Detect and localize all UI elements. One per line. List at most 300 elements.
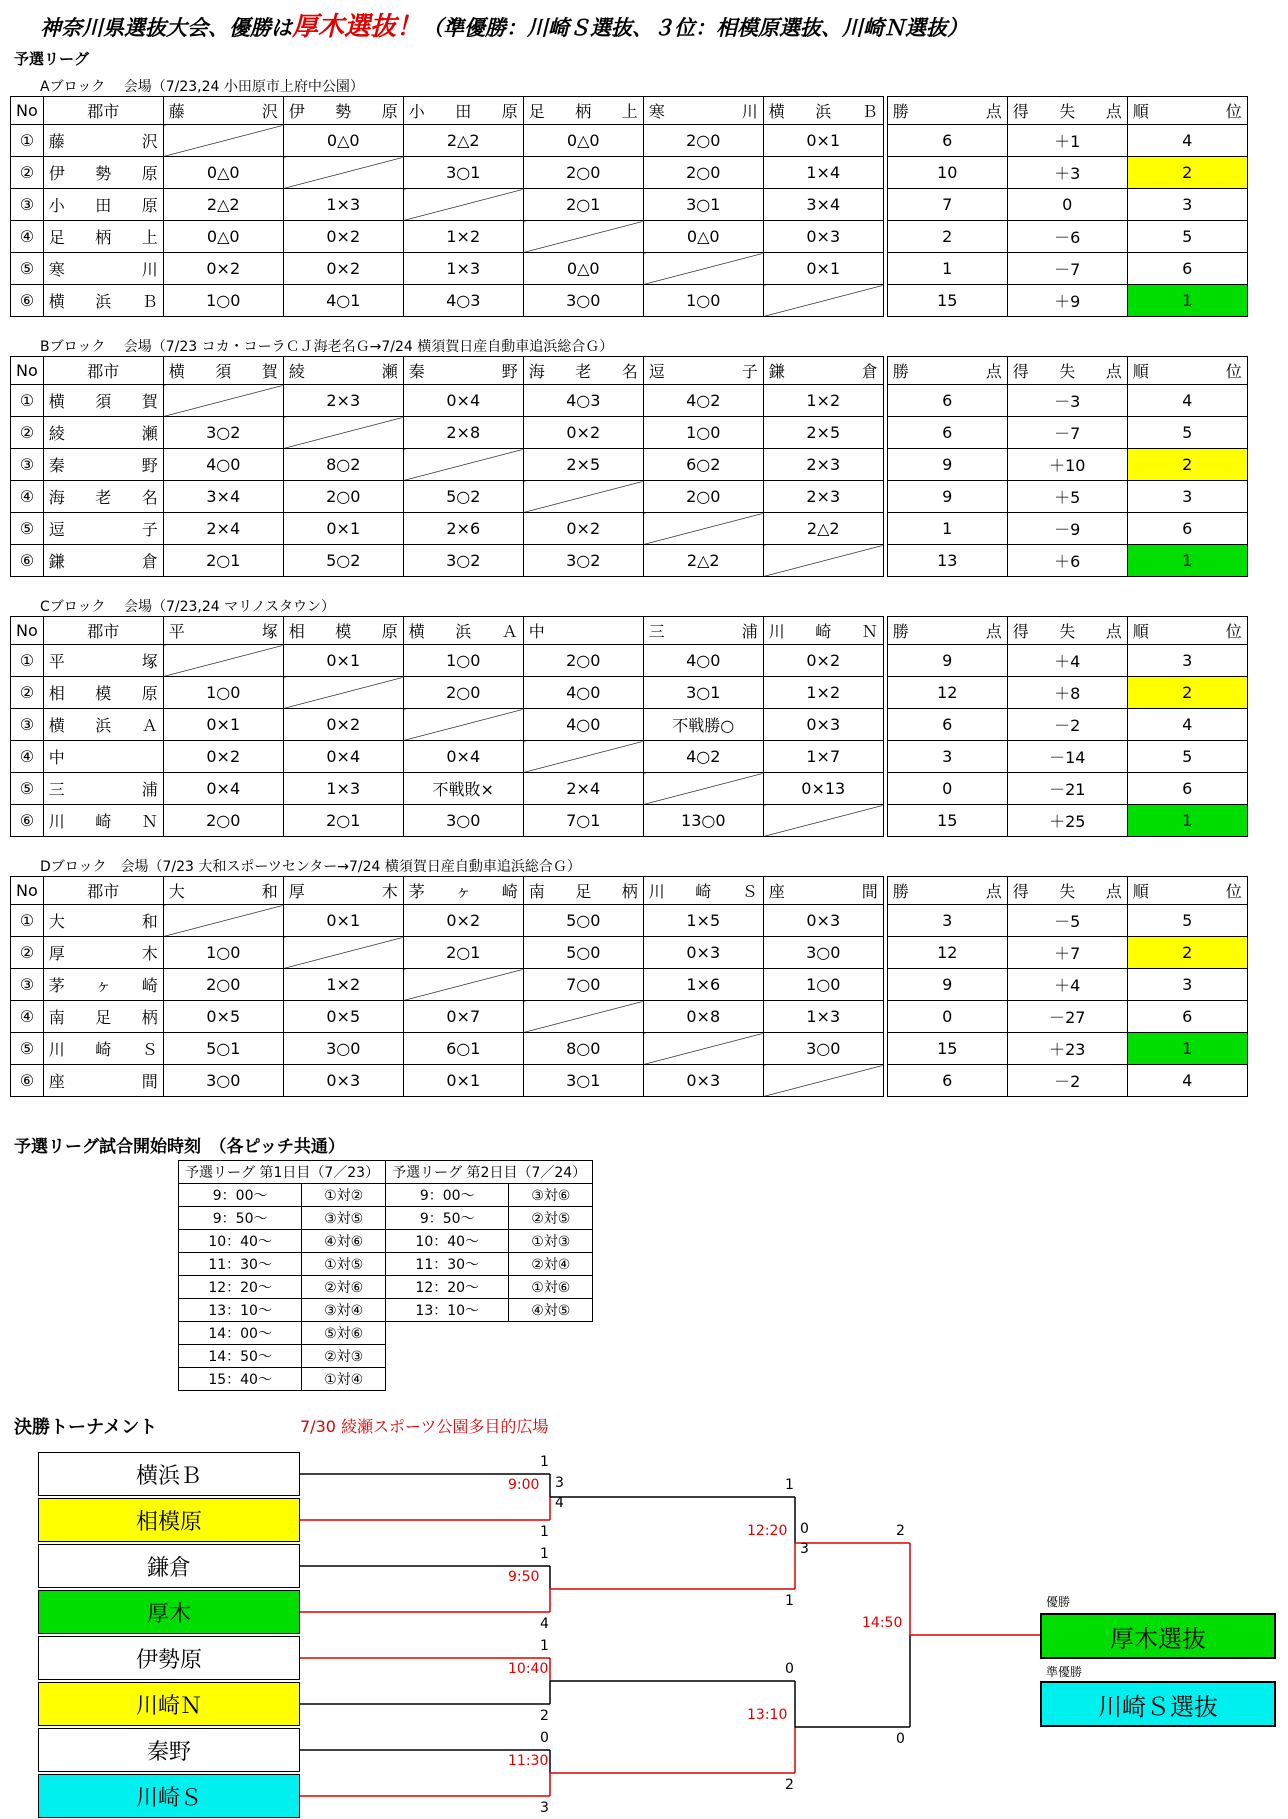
kickoff-match: ⑤対⑥ <box>302 1322 386 1345</box>
row-no: ⑤ <box>11 1033 44 1065</box>
row-team: 伊勢原 <box>43 157 163 189</box>
row-team: 南足柄 <box>43 1001 163 1033</box>
kickoff-match: ②対③ <box>302 1345 386 1368</box>
header-team: 小田原 <box>403 97 523 125</box>
result-cell: 5○1 <box>163 1033 283 1065</box>
result-cell: 2×6 <box>403 513 523 545</box>
row-team: 川崎Ｓ <box>43 1033 163 1065</box>
row-no: ① <box>11 645 44 677</box>
kickoff-match: ①対⑤ <box>302 1253 386 1276</box>
rank-cell: 2 <box>1127 937 1247 969</box>
rank-cell: 1 <box>1127 285 1247 317</box>
diff-cell: －9 <box>1007 513 1127 545</box>
kickoff-time: 13：10～ <box>386 1299 509 1322</box>
result-cell: 0×2 <box>163 253 283 285</box>
rank-cell: 1 <box>1127 805 1247 837</box>
league-title: 予選リーグ <box>14 50 90 68</box>
header-team: 鎌倉 <box>763 357 883 385</box>
result-cell: 5○0 <box>523 937 643 969</box>
score: 1 <box>785 1477 794 1493</box>
result-cell: 3○1 <box>403 157 523 189</box>
row-team: 三浦 <box>43 773 163 805</box>
result-cell: 1○0 <box>643 285 763 317</box>
result-cell: 4○3 <box>523 385 643 417</box>
result-cell: 3×4 <box>163 481 283 513</box>
rank-cell: 1 <box>1127 1033 1247 1065</box>
diff-cell: ＋6 <box>1007 545 1127 577</box>
header-team: 川崎Ｎ <box>763 617 883 645</box>
result-cell: 2×5 <box>763 417 883 449</box>
result-cell: 0×2 <box>763 645 883 677</box>
header-team: 横浜Ｂ <box>763 97 883 125</box>
result-cell: 0△0 <box>523 125 643 157</box>
result-cell: 0×5 <box>283 1001 403 1033</box>
match-time: 10:40 <box>508 1661 549 1677</box>
result-cell: 2×3 <box>763 481 883 513</box>
header-team: 綾瀬 <box>283 357 403 385</box>
header-rank: 順位 <box>1127 877 1247 905</box>
result-cell: 2○1 <box>283 805 403 837</box>
result-cell: 2△2 <box>163 189 283 221</box>
row-no: ③ <box>11 709 44 741</box>
row-no: ⑤ <box>11 253 44 285</box>
score: 3 <box>555 1475 564 1491</box>
score: 0 <box>896 1731 905 1747</box>
row-team: 鎌倉 <box>43 545 163 577</box>
result-cell: 0×1 <box>763 125 883 157</box>
kickoff-time: 9：50～ <box>386 1207 509 1230</box>
result-cell: 0×2 <box>523 513 643 545</box>
rank-cell: 6 <box>1127 1001 1247 1033</box>
result-cell: 1×2 <box>283 969 403 1001</box>
points-cell: 0 <box>887 1001 1007 1033</box>
day1-header: 予選リーグ 第1日目（7／23） <box>179 1161 386 1184</box>
result-cell: 4○0 <box>643 645 763 677</box>
score: 2 <box>896 1523 905 1539</box>
rank-cell: 5 <box>1127 905 1247 937</box>
result-cell: 1×3 <box>403 253 523 285</box>
result-cell: 3○0 <box>403 805 523 837</box>
kickoff-time: 12：20～ <box>386 1276 509 1299</box>
row-no: ④ <box>11 1001 44 1033</box>
row-team: 横浜Ｂ <box>43 285 163 317</box>
result-cell: 1○0 <box>643 417 763 449</box>
rank-cell: 4 <box>1127 125 1247 157</box>
score: 1 <box>785 1593 794 1609</box>
row-team: 厚木 <box>43 937 163 969</box>
result-cell: 2×4 <box>523 773 643 805</box>
score: 2 <box>785 1777 794 1793</box>
kickoff-match: ①対② <box>302 1184 386 1207</box>
rank-cell: 5 <box>1127 417 1247 449</box>
row-team: 大和 <box>43 905 163 937</box>
header-points: 勝点 <box>887 617 1007 645</box>
kickoff-time: 9：00～ <box>179 1184 302 1207</box>
tournament-title: 決勝トーナメント <box>14 1417 158 1438</box>
points-cell: 15 <box>887 285 1007 317</box>
diff-cell: －2 <box>1007 709 1127 741</box>
result-cell: 4○2 <box>643 741 763 773</box>
result-cell: 0△0 <box>163 157 283 189</box>
score: 3 <box>540 1800 549 1816</box>
result-cell: 5○0 <box>523 905 643 937</box>
rank-cell: 3 <box>1127 189 1247 221</box>
result-cell: 2○0 <box>643 481 763 513</box>
score: 3 <box>800 1541 809 1557</box>
rank-cell: 3 <box>1127 969 1247 1001</box>
result-cell: 3×4 <box>763 189 883 221</box>
result-cell: 2○1 <box>403 937 523 969</box>
result-cell: 2○0 <box>523 645 643 677</box>
diff-cell: ＋4 <box>1007 645 1127 677</box>
kickoff-time: 14：50～ <box>179 1345 302 1368</box>
kickoff-time: 11：30～ <box>386 1253 509 1276</box>
header-no: No <box>11 617 44 645</box>
result-cell: 5○2 <box>283 545 403 577</box>
row-team: 横須賀 <box>43 385 163 417</box>
result-cell: 8○0 <box>523 1033 643 1065</box>
result-cell: 0×3 <box>763 221 883 253</box>
result-cell: 0×2 <box>523 417 643 449</box>
result-cell: 0×4 <box>403 385 523 417</box>
match-time: 14:50 <box>862 1615 903 1631</box>
result-cell: 3○1 <box>643 189 763 221</box>
points-cell: 1 <box>887 513 1007 545</box>
result-cell: 4○0 <box>523 709 643 741</box>
header-city: 郡市 <box>43 97 163 125</box>
runnerup-box: 川崎Ｓ選抜 <box>1040 1681 1276 1727</box>
kickoff-time: 12：20～ <box>179 1276 302 1299</box>
rank-cell: 4 <box>1127 709 1247 741</box>
kickoff-match: ②対⑥ <box>302 1276 386 1299</box>
result-cell: 2○0 <box>163 969 283 1001</box>
rank-cell: 2 <box>1127 677 1247 709</box>
points-cell: 7 <box>887 189 1007 221</box>
result-cell: 1×5 <box>643 905 763 937</box>
diff-cell: －5 <box>1007 905 1127 937</box>
result-cell: 3○2 <box>523 545 643 577</box>
diff-cell: ＋1 <box>1007 125 1127 157</box>
kickoff-time: 10：40～ <box>386 1230 509 1253</box>
header-no: No <box>11 357 44 385</box>
result-cell: 6○2 <box>643 449 763 481</box>
row-team: 横浜Ａ <box>43 709 163 741</box>
diff-cell: ＋8 <box>1007 677 1127 709</box>
result-cell: 1×7 <box>763 741 883 773</box>
result-cell: 0×2 <box>163 741 283 773</box>
header-team: 横須賀 <box>163 357 283 385</box>
bracket-team: 鎌倉 <box>38 1544 300 1588</box>
result-cell: 0×1 <box>163 709 283 741</box>
block-caption: Bブロック 会場（7/23 コカ・コーラＣＪ海老名Ｇ→7/24 横須賀日産自動車追浜総合Ｇ） <box>40 339 614 355</box>
result-cell: 3○0 <box>763 1033 883 1065</box>
result-cell: 2×3 <box>283 385 403 417</box>
header-team: 三浦 <box>643 617 763 645</box>
result-cell: 2×4 <box>163 513 283 545</box>
tournament-venue: 7/30 綾瀬スポーツ公園多目的広場 <box>300 1417 549 1436</box>
bracket-team: 伊勢原 <box>38 1636 300 1680</box>
result-cell: 1○0 <box>163 285 283 317</box>
match-time: 9:50 <box>508 1569 540 1585</box>
bracket-team: 横浜Ｂ <box>38 1452 300 1496</box>
header-team: 川崎Ｓ <box>643 877 763 905</box>
champion-box: 厚木選抜 <box>1040 1613 1276 1659</box>
diff-cell: 0 <box>1007 189 1127 221</box>
points-cell: 3 <box>887 741 1007 773</box>
header-team: 厚木 <box>283 877 403 905</box>
result-cell: 0×4 <box>403 741 523 773</box>
score: 4 <box>555 1495 564 1511</box>
header-no: No <box>11 877 44 905</box>
row-team: 小田原 <box>43 189 163 221</box>
rank-cell: 5 <box>1127 741 1247 773</box>
result-cell: 8○2 <box>283 449 403 481</box>
result-cell: 1×2 <box>763 677 883 709</box>
header-points: 勝点 <box>887 877 1007 905</box>
points-cell: 12 <box>887 937 1007 969</box>
diff-cell: －14 <box>1007 741 1127 773</box>
result-cell: 1×2 <box>763 385 883 417</box>
row-no: ① <box>11 385 44 417</box>
score: 0 <box>800 1521 809 1537</box>
result-cell: 2△2 <box>763 513 883 545</box>
result-cell: 4○0 <box>163 449 283 481</box>
header-team: 海老名 <box>523 357 643 385</box>
diff-cell: ＋3 <box>1007 157 1127 189</box>
kickoff-match: ③対⑤ <box>302 1207 386 1230</box>
result-cell: 3○0 <box>523 285 643 317</box>
match-time: 13:10 <box>747 1707 788 1723</box>
result-cell: 5○2 <box>403 481 523 513</box>
diff-cell: ＋10 <box>1007 449 1127 481</box>
diff-cell: －3 <box>1007 385 1127 417</box>
points-cell: 6 <box>887 385 1007 417</box>
result-cell: 0×7 <box>403 1001 523 1033</box>
result-cell: 0×3 <box>283 1065 403 1097</box>
result-cell: 2×8 <box>403 417 523 449</box>
header-team: 南足柄 <box>523 877 643 905</box>
row-no: ⑤ <box>11 513 44 545</box>
points-cell: 0 <box>887 773 1007 805</box>
kickoff-time: 11：30～ <box>179 1253 302 1276</box>
header-team: 藤沢 <box>163 97 283 125</box>
header-diff: 得失点 <box>1007 357 1127 385</box>
row-no: ③ <box>11 189 44 221</box>
header-team: 中 <box>523 617 643 645</box>
kickoff-time: 14：00～ <box>179 1322 302 1345</box>
result-cell: 0×1 <box>283 645 403 677</box>
row-no: ⑥ <box>11 545 44 577</box>
result-cell: 3○1 <box>643 677 763 709</box>
result-cell: 3○2 <box>163 417 283 449</box>
rank-cell: 5 <box>1127 221 1247 253</box>
rank-cell: 2 <box>1127 449 1247 481</box>
result-cell: 3○0 <box>763 937 883 969</box>
result-cell: 0×8 <box>643 1001 763 1033</box>
result-cell: 2○0 <box>523 157 643 189</box>
headline: 神奈川県選抜大会、優勝は厚木選抜！（準優勝：川崎Ｓ選抜、３位：相模原選抜、川崎Ｎ選抜） <box>40 12 969 42</box>
score: 0 <box>785 1661 794 1677</box>
match-time: 12:20 <box>747 1523 788 1539</box>
header-rank: 順位 <box>1127 617 1247 645</box>
header-points: 勝点 <box>887 97 1007 125</box>
result-cell: 0×3 <box>643 937 763 969</box>
score: 1 <box>540 1546 549 1562</box>
result-cell: 13○0 <box>643 805 763 837</box>
block-caption: Dブロック 会場（7/23 大和スポーツセンター→7/24 横須賀日産自動車追浜総合Ｇ） <box>40 859 581 875</box>
result-cell: 0×2 <box>283 709 403 741</box>
points-cell: 9 <box>887 449 1007 481</box>
kickoff-match: ①対③ <box>509 1230 593 1253</box>
result-cell: 2○0 <box>403 677 523 709</box>
result-cell: 2×5 <box>523 449 643 481</box>
row-no: ⑥ <box>11 1065 44 1097</box>
diff-cell: －7 <box>1007 253 1127 285</box>
result-cell: 2○0 <box>163 805 283 837</box>
kickoff-match: ①対⑥ <box>509 1276 593 1299</box>
row-team: 寒川 <box>43 253 163 285</box>
kickoff-time: 13：10～ <box>179 1299 302 1322</box>
score: 0 <box>540 1730 549 1746</box>
result-cell: 0×3 <box>643 1065 763 1097</box>
result-cell: 不戦敗× <box>403 773 523 805</box>
result-cell: 7○0 <box>523 969 643 1001</box>
header-team: 逗子 <box>643 357 763 385</box>
result-cell: 4○3 <box>403 285 523 317</box>
result-cell: 0△0 <box>163 221 283 253</box>
header-diff: 得失点 <box>1007 877 1127 905</box>
kickoff-match: ④対⑤ <box>509 1299 593 1322</box>
kickoff-time: 9：50～ <box>179 1207 302 1230</box>
kickoff-title: 予選リーグ試合開始時刻 （各ピッチ共通） <box>14 1137 345 1157</box>
header-team: 茅ヶ崎 <box>403 877 523 905</box>
rank-cell: 6 <box>1127 773 1247 805</box>
header-points: 勝点 <box>887 357 1007 385</box>
block-caption: Aブロック 会場（7/23,24 小田原市上府中公園） <box>40 79 364 95</box>
row-team: 川崎Ｎ <box>43 805 163 837</box>
rank-cell: 3 <box>1127 481 1247 513</box>
kickoff-match: ④対⑥ <box>302 1230 386 1253</box>
diff-cell: －2 <box>1007 1065 1127 1097</box>
score: 1 <box>540 1638 549 1654</box>
result-cell: 1○0 <box>403 645 523 677</box>
header-diff: 得失点 <box>1007 97 1127 125</box>
result-cell: 1×3 <box>283 773 403 805</box>
row-team: 秦野 <box>43 449 163 481</box>
bracket-team: 秦野 <box>38 1728 300 1772</box>
kickoff-match: ①対④ <box>302 1368 386 1391</box>
points-cell: 1 <box>887 253 1007 285</box>
runnerup-label: 準優勝 <box>1046 1665 1083 1679</box>
points-cell: 9 <box>887 481 1007 513</box>
result-cell: 1×3 <box>763 1001 883 1033</box>
rank-cell: 4 <box>1127 385 1247 417</box>
diff-cell: －21 <box>1007 773 1127 805</box>
bracket-team: 川崎Ｓ <box>38 1774 300 1818</box>
result-cell: 1×6 <box>643 969 763 1001</box>
result-cell: 1×4 <box>763 157 883 189</box>
diff-cell: －27 <box>1007 1001 1127 1033</box>
result-cell: 0△0 <box>643 221 763 253</box>
result-cell: 7○1 <box>523 805 643 837</box>
result-cell: 1○0 <box>163 937 283 969</box>
score: 1 <box>540 1454 549 1470</box>
row-no: ⑥ <box>11 285 44 317</box>
row-no: ② <box>11 157 44 189</box>
result-cell: 4○2 <box>643 385 763 417</box>
result-cell: 0×1 <box>283 905 403 937</box>
result-cell: 3○0 <box>283 1033 403 1065</box>
result-cell: 2○0 <box>643 157 763 189</box>
result-cell: 0×2 <box>283 253 403 285</box>
diff-cell: －6 <box>1007 221 1127 253</box>
points-cell: 9 <box>887 969 1007 1001</box>
row-no: ④ <box>11 481 44 513</box>
block-caption: Cブロック 会場（7/23,24 マリノスタウン） <box>40 599 335 615</box>
headline-winner: 厚木選抜！ <box>292 12 423 42</box>
points-cell: 15 <box>887 1033 1007 1065</box>
header-team: 足柄上 <box>523 97 643 125</box>
result-cell: 3○0 <box>163 1065 283 1097</box>
header-team: 相模原 <box>283 617 403 645</box>
result-cell: 3○1 <box>523 1065 643 1097</box>
points-cell: 10 <box>887 157 1007 189</box>
header-rank: 順位 <box>1127 97 1247 125</box>
row-no: ④ <box>11 221 44 253</box>
result-cell: 4○1 <box>283 285 403 317</box>
row-team: 中 <box>43 741 163 773</box>
score: 2 <box>540 1708 549 1724</box>
result-cell: 1×2 <box>403 221 523 253</box>
bracket-team: 川崎Ｎ <box>38 1682 300 1726</box>
points-cell: 13 <box>887 545 1007 577</box>
score: 4 <box>540 1616 549 1632</box>
result-cell: 2△2 <box>643 545 763 577</box>
result-cell: 0×13 <box>763 773 883 805</box>
result-cell: 0×1 <box>763 253 883 285</box>
kickoff-match: ②対⑤ <box>509 1207 593 1230</box>
row-team: 相模原 <box>43 677 163 709</box>
header-team: 横浜Ａ <box>403 617 523 645</box>
result-cell: 0△0 <box>283 125 403 157</box>
header-team: 大和 <box>163 877 283 905</box>
header-no: No <box>11 97 44 125</box>
row-no: ⑤ <box>11 773 44 805</box>
points-cell: 2 <box>887 221 1007 253</box>
row-team: 綾瀬 <box>43 417 163 449</box>
result-cell: 2○1 <box>163 545 283 577</box>
header-team: 平塚 <box>163 617 283 645</box>
header-team: 座間 <box>763 877 883 905</box>
result-cell: 1×3 <box>283 189 403 221</box>
result-cell: 1○0 <box>163 677 283 709</box>
row-team: 茅ヶ崎 <box>43 969 163 1001</box>
diff-cell: －7 <box>1007 417 1127 449</box>
row-no: ② <box>11 937 44 969</box>
day2-header: 予選リーグ 第2日目（7／24） <box>386 1161 593 1184</box>
points-cell: 6 <box>887 709 1007 741</box>
result-cell: 0×4 <box>163 773 283 805</box>
header-city: 郡市 <box>43 357 163 385</box>
bracket-team: 相模原 <box>38 1498 300 1542</box>
kickoff-time: 10：40～ <box>179 1230 302 1253</box>
result-cell: 0△0 <box>523 253 643 285</box>
rank-cell: 2 <box>1127 157 1247 189</box>
result-cell: 2○1 <box>523 189 643 221</box>
points-cell: 3 <box>887 905 1007 937</box>
row-no: ⑥ <box>11 805 44 837</box>
points-cell: 6 <box>887 125 1007 157</box>
